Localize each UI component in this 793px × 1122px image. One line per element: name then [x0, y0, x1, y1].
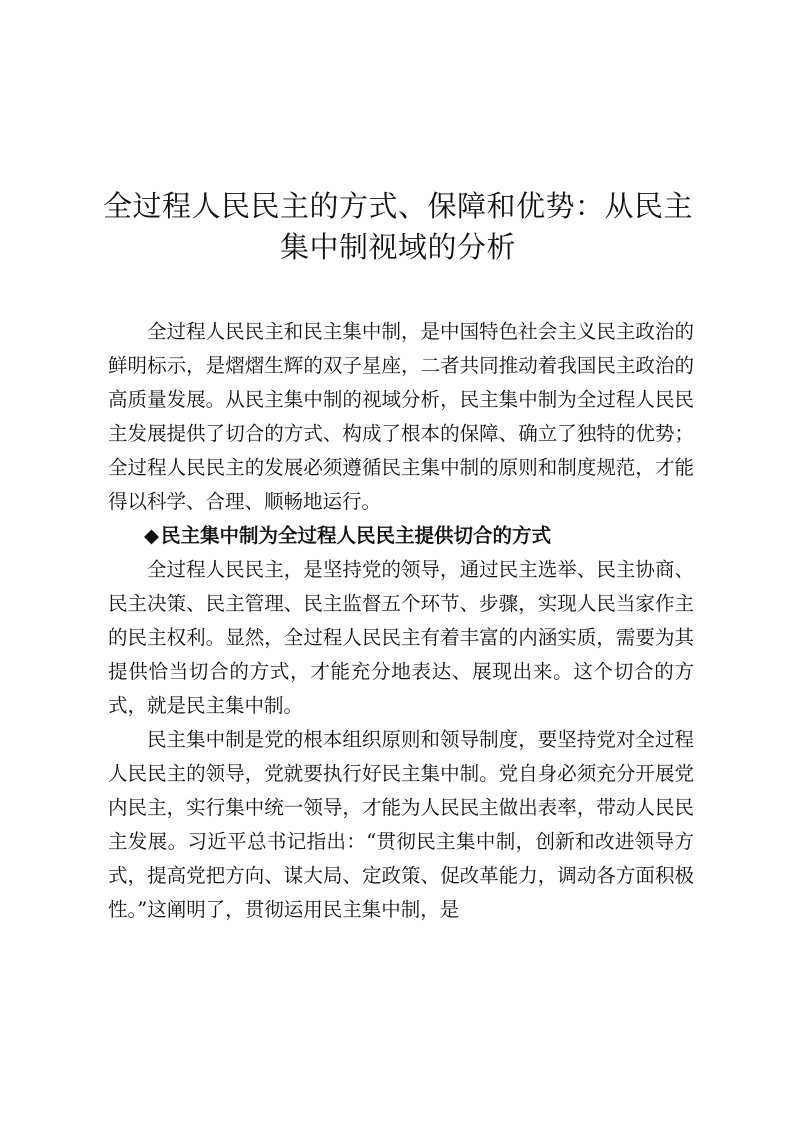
document-body	[108, 315, 694, 927]
title-line-1: 全过程人民民主的方式、保障和优势：从民主	[102, 189, 693, 223]
title-line-2: 集中制视域的分析	[279, 230, 516, 264]
intro-paragraph: 全过程人民民主和民主集中制，是中国特色社会主义民主政治的鲜明标示，是熠熠生辉的双子星座，二者共同推动着我国民主政治的高质量发展。从民主集中制的视域分析，民主集中制为全过程人民民主发展提供了切合的方式、构成了根本的保障、确立了独特的优势；全过程人民民主的发展必须遵循民主集中制的原则和制度规范，才能得以科学、合理、顺畅地运行。	[108, 320, 694, 513]
section-heading-text: 民主集中制为全过程人民民主提供切合的方式	[161, 524, 552, 547]
section-paragraph-1: 全过程人民民主，是坚持党的领导，通过民主选举、民主协商、民主决策、民主管理、民主监督五个环节、步骤，实现人民当家作主的民主权利。显然，全过程人民民主有着丰富的内涵实质，需要为其提供恰当切合的方式，才能充分地表达、展现出来。这个切合的方式，就是民主集中制。	[108, 558, 694, 717]
section-heading	[108, 519, 694, 553]
diamond-bullet-icon: ◆	[144, 524, 159, 547]
section-paragraph-2: 民主集中制是党的根本组织原则和领导制度，要坚持党对全过程人民民主的领导，党就要执行好民主集中制。党自身必须充分开展党内民主，实行集中统一领导，才能为人民民主做出表率，带动人民民主发展。习近平总书记指出：“贯彻民主集中制，创新和改进领导方式，提高党把方向、谋大局、定政策、促改革能力，调动各方面积极性。”这阐明了，贯彻运用民主集中制，是	[108, 728, 694, 921]
page-title	[98, 186, 698, 268]
